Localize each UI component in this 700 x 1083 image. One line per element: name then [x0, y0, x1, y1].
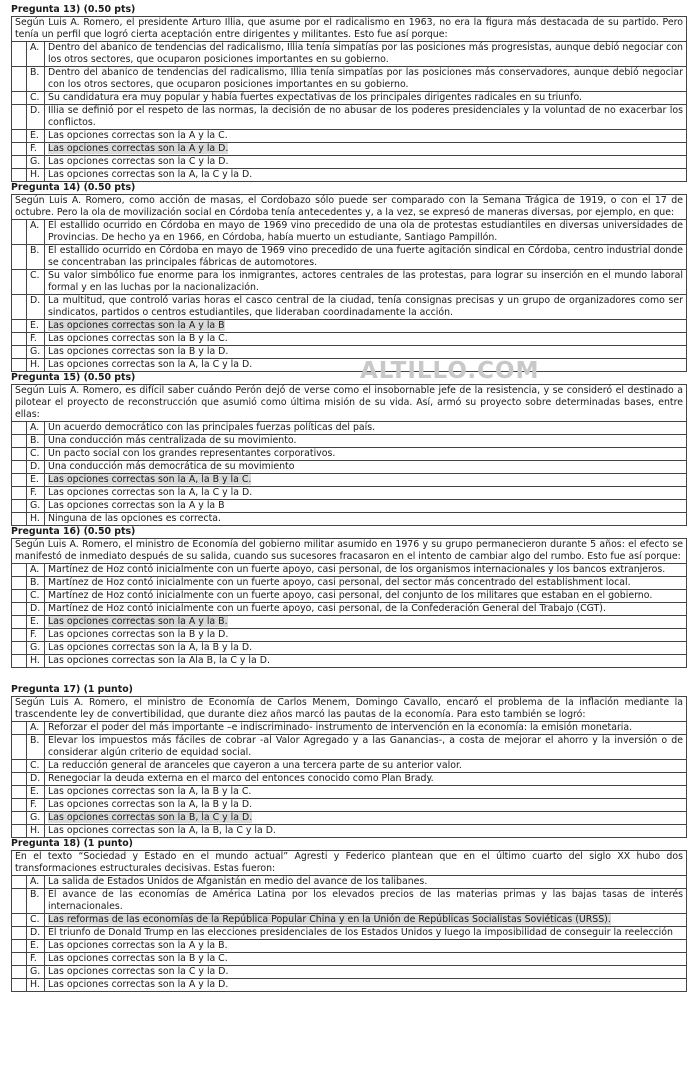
option-text-cell — [45, 359, 687, 372]
option-text: Su valor simbólico fue enorme para los inmigrantes, actores centrales de las protestas, para lograr su inserción en el mundo laboral formal y en las luchas por la nacionalización. — [48, 270, 683, 293]
question-block — [11, 684, 687, 838]
option-row[interactable] — [12, 629, 687, 642]
option-letter: A. — [27, 422, 45, 435]
option-mark-cell[interactable] — [12, 320, 27, 333]
option-row[interactable] — [12, 448, 687, 461]
option-text-cell — [45, 270, 687, 295]
option-mark-cell[interactable] — [12, 461, 27, 474]
option-text-cell — [45, 346, 687, 359]
option-mark-cell[interactable] — [12, 295, 27, 320]
option-text: Renegociar la deuda externa en el marco del entonces conocido como Plan Brady. — [48, 773, 434, 784]
option-text-cell — [45, 461, 687, 474]
question-header: Pregunta 15) (0.50 pts) — [11, 372, 136, 383]
option-text: El triunfo de Donald Trump en las elecciones presidenciales de los Estados Unidos y luego la imposibilidad de conseguir la reelección — [48, 927, 673, 938]
option-mark-cell[interactable] — [12, 979, 27, 992]
option-text-cell — [45, 577, 687, 590]
option-text-cell — [45, 487, 687, 500]
option-row[interactable] — [12, 655, 687, 668]
option-mark-cell[interactable] — [12, 760, 27, 773]
option-text-cell — [45, 156, 687, 169]
option-text: Las opciones correctas son la B, la C y la D. — [48, 812, 253, 823]
option-letter: C. — [27, 760, 45, 773]
option-row[interactable] — [12, 156, 687, 169]
option-mark-cell[interactable] — [12, 655, 27, 668]
watermark-text: ALTILLO.COM — [360, 358, 540, 384]
option-text: Las opciones correctas son la A, la B y la C. — [48, 786, 252, 797]
option-text: Las opciones correctas son la A y la B — [48, 320, 225, 331]
option-letter: H. — [27, 979, 45, 992]
option-letter: A. — [27, 876, 45, 889]
question-block — [11, 182, 687, 372]
option-text-cell — [45, 333, 687, 346]
option-text-cell — [45, 474, 687, 487]
option-text-cell — [45, 722, 687, 735]
option-text: Las opciones correctas son la A, la C y la D. — [48, 487, 253, 498]
option-text: Las opciones correctas son la C y la D. — [48, 156, 229, 167]
option-text-cell — [45, 735, 687, 760]
option-text: Las opciones correctas son la B y la C. — [48, 953, 228, 964]
option-letter: D. — [27, 461, 45, 474]
option-letter: C. — [27, 448, 45, 461]
option-text: Las opciones correctas son la A, la C y la D. — [48, 359, 253, 370]
option-text-cell — [45, 786, 687, 799]
section-gap — [11, 668, 687, 684]
option-row[interactable] — [12, 513, 687, 526]
option-row[interactable] — [12, 876, 687, 889]
option-letter: B. — [27, 889, 45, 914]
option-text: Las opciones correctas son la Ala B, la C y la D. — [48, 655, 270, 666]
option-mark-cell[interactable] — [12, 42, 27, 67]
option-row[interactable] — [12, 642, 687, 655]
option-letter: B. — [27, 735, 45, 760]
option-letter: H. — [27, 513, 45, 526]
option-row[interactable] — [12, 461, 687, 474]
option-letter: G. — [27, 500, 45, 513]
question-table — [11, 16, 687, 182]
option-row[interactable] — [12, 812, 687, 825]
option-text-cell — [45, 435, 687, 448]
option-row[interactable] — [12, 245, 687, 270]
question-stem: En el texto “Sociedad y Estado en el mundo actual” Agresti y Federico plantean que en el último cuarto del siglo XX hubo dos transformaciones estructurales decisivas. Estas fueron: — [12, 851, 687, 876]
option-text: El avance de las economías de América Latina por los elevados precios de las materias primas y las bajas tasas de interés internacionales. — [48, 889, 683, 912]
option-row[interactable] — [12, 735, 687, 760]
option-mark-cell[interactable] — [12, 577, 27, 590]
option-text-cell — [45, 940, 687, 953]
option-letter: E. — [27, 786, 45, 799]
option-row[interactable] — [12, 889, 687, 914]
option-row[interactable] — [12, 760, 687, 773]
option-mark-cell[interactable] — [12, 914, 27, 927]
option-row[interactable] — [12, 825, 687, 838]
option-mark-cell[interactable] — [12, 143, 27, 156]
option-text-cell — [45, 295, 687, 320]
option-mark-cell[interactable] — [12, 953, 27, 966]
question-stem-row — [12, 385, 687, 422]
option-letter: C. — [27, 270, 45, 295]
option-mark-cell[interactable] — [12, 616, 27, 629]
option-text-cell — [45, 130, 687, 143]
option-letter: A. — [27, 564, 45, 577]
option-letter: C. — [27, 590, 45, 603]
option-mark-cell[interactable] — [12, 825, 27, 838]
option-row[interactable] — [12, 346, 687, 359]
option-text-cell — [45, 590, 687, 603]
question-stem-row — [12, 851, 687, 876]
option-row[interactable] — [12, 320, 687, 333]
option-text-cell — [45, 773, 687, 786]
option-letter: F. — [27, 487, 45, 500]
option-letter: G. — [27, 812, 45, 825]
option-text: Ninguna de las opciones es correcta. — [48, 513, 221, 524]
option-text-cell — [45, 889, 687, 914]
option-mark-cell[interactable] — [12, 799, 27, 812]
option-letter: C. — [27, 92, 45, 105]
option-text: El estallido ocurrido en Córdoba en mayo de 1969 vino precedido de una ola de protestas estudiantiles en diversas universidades de Provincias. De hecho ya en 1966, en Córdoba, había muerto un estudiante, Santiago Pampillón. — [48, 220, 683, 243]
option-letter: B. — [27, 67, 45, 92]
option-letter: E. — [27, 130, 45, 143]
option-row[interactable] — [12, 67, 687, 92]
option-text-cell — [45, 105, 687, 130]
option-text: La multitud, que controló varias horas el casco central de la ciudad, tenía consignas precisas y un grupo de organizadores como ser sindicatos, partidos o centros estudiantiles, que lideraban coordinadamente la acción. — [48, 295, 683, 318]
option-letter: H. — [27, 655, 45, 668]
option-mark-cell[interactable] — [12, 735, 27, 760]
option-text: Martínez de Hoz contó inicialmente con un fuerte apoyo, casi personal, de los organismos internacionales y los bancos extranjeros. — [48, 564, 666, 575]
option-row[interactable] — [12, 333, 687, 346]
option-row[interactable] — [12, 914, 687, 927]
option-mark-cell[interactable] — [12, 130, 27, 143]
option-letter: C. — [27, 914, 45, 927]
option-text: Las opciones correctas son la A, la B y la D. — [48, 799, 253, 810]
option-mark-cell[interactable] — [12, 500, 27, 513]
option-letter: A. — [27, 42, 45, 67]
option-text: Las opciones correctas son la A, la B, la C y la D. — [48, 825, 276, 836]
option-mark-cell[interactable] — [12, 876, 27, 889]
option-letter: F. — [27, 333, 45, 346]
option-text-cell — [45, 245, 687, 270]
option-text: La salida de Estados Unidos de Afganistán en medio del avance de los talibanes. — [48, 876, 428, 887]
option-text: Las opciones correctas son la A, la B y la D. — [48, 642, 253, 653]
option-mark-cell[interactable] — [12, 564, 27, 577]
option-mark-cell[interactable] — [12, 67, 27, 92]
question-header: Pregunta 16) (0.50 pts) — [11, 526, 136, 537]
option-text: Reforzar el poder del más importante –e indiscriminado- instrumento de intervención en la economía: la emisión monetaria. — [48, 722, 633, 733]
option-mark-cell[interactable] — [12, 513, 27, 526]
option-text-cell — [45, 876, 687, 889]
option-text-cell — [45, 914, 687, 927]
option-row[interactable] — [12, 474, 687, 487]
option-mark-cell[interactable] — [12, 722, 27, 735]
option-mark-cell[interactable] — [12, 435, 27, 448]
question-header: Pregunta 14) (0.50 pts) — [11, 182, 136, 193]
option-text-cell — [45, 422, 687, 435]
option-text: El estallido ocurrido en Córdoba en mayo de 1969 vino precedido de una fuerte agitación sindical en Córdoba, centro industrial donde se concentraban las principales fábricas de automotores. — [48, 245, 683, 268]
option-mark-cell[interactable] — [12, 92, 27, 105]
option-text-cell — [45, 564, 687, 577]
option-letter: E. — [27, 940, 45, 953]
option-row[interactable] — [12, 359, 687, 372]
option-row[interactable] — [12, 270, 687, 295]
question-header: Pregunta 13) (0.50 pts) — [11, 4, 136, 15]
option-row[interactable] — [12, 927, 687, 940]
option-row[interactable] — [12, 92, 687, 105]
option-row[interactable] — [12, 786, 687, 799]
option-text-cell — [45, 92, 687, 105]
question-stem: Según Luis A. Romero, el ministro de Economía del gobierno militar asumido en 1976 y su grupo permanecieron durante 5 años: el efecto se manifestó de inmediato después de su salida, cuando sus sucesores fracasaron en el intento de cambiar algo del rumbo. Esto fue así porque: — [12, 539, 687, 564]
option-text-cell — [45, 220, 687, 245]
option-text: Las opciones correctas son la A y la D. — [48, 979, 229, 990]
option-row[interactable] — [12, 422, 687, 435]
option-text: Una conducción más centralizada de su movimiento. — [48, 435, 297, 446]
option-text-cell — [45, 760, 687, 773]
option-text: La reducción general de aranceles que cayeron a una tercera parte de su anterior valor. — [48, 760, 462, 771]
question-stem: Según Luis A. Romero, es difícil saber cuándo Perón dejó de verse como el insobornable jefe de la resistencia, y se consideró el destinado a pilotear el proyecto de reconstrucción que asumió como última misión de su vida. Así, armó su proyecto sobre determinadas bases, entre ellas: — [12, 385, 687, 422]
option-mark-cell[interactable] — [12, 889, 27, 914]
option-row[interactable] — [12, 953, 687, 966]
option-mark-cell[interactable] — [12, 169, 27, 182]
option-row[interactable] — [12, 590, 687, 603]
option-mark-cell[interactable] — [12, 270, 27, 295]
option-letter: A. — [27, 722, 45, 735]
question-table — [11, 538, 687, 668]
option-text: Martínez de Hoz contó inicialmente con un fuerte apoyo, casi personal, del sector más concentrado del establishment local. — [48, 577, 631, 588]
option-text-cell — [45, 448, 687, 461]
option-row[interactable] — [12, 130, 687, 143]
option-mark-cell[interactable] — [12, 105, 27, 130]
option-mark-cell[interactable] — [12, 786, 27, 799]
option-letter: G. — [27, 966, 45, 979]
option-letter: A. — [27, 220, 45, 245]
option-text: Las opciones correctas son la A y la C. — [48, 130, 228, 141]
option-text: Las opciones correctas son la A, la C y la D. — [48, 169, 253, 180]
option-mark-cell[interactable] — [12, 448, 27, 461]
option-row[interactable] — [12, 500, 687, 513]
option-text: Un acuerdo democrático con las principales fuerzas políticas del país. — [48, 422, 376, 433]
option-letter: D. — [27, 773, 45, 786]
option-text-cell — [45, 513, 687, 526]
question-block — [11, 372, 687, 526]
option-text-cell — [45, 169, 687, 182]
option-row[interactable] — [12, 773, 687, 786]
option-text: Su candidatura era muy popular y había fuertes expectativas de los principales dirigentes radicales en su triunfo. — [48, 92, 583, 103]
question-table — [11, 194, 687, 372]
option-row[interactable] — [12, 616, 687, 629]
option-text: Las opciones correctas son la A y la B — [48, 500, 225, 511]
option-mark-cell[interactable] — [12, 940, 27, 953]
option-text: Las opciones correctas son la A y la B. — [48, 616, 228, 627]
question-block — [11, 526, 687, 668]
option-mark-cell[interactable] — [12, 487, 27, 500]
option-text: Las reformas de las economías de la República Popular China y en la Unión de Repúblicas Socialistas Soviéticas (URSS). — [48, 914, 611, 925]
option-row[interactable] — [12, 966, 687, 979]
question-block — [11, 838, 687, 992]
question-table — [11, 850, 687, 992]
option-text: Las opciones correctas son la B y la D. — [48, 629, 229, 640]
option-text: Las opciones correctas son la C y la D. — [48, 966, 229, 977]
option-row[interactable] — [12, 435, 687, 448]
option-text: Una conducción más democrática de su movimiento — [48, 461, 295, 472]
option-text: Martínez de Hoz contó inicialmente con un fuerte apoyo, casi personal, de la Confederación General del Trabajo (CGT). — [48, 603, 606, 614]
option-letter: D. — [27, 927, 45, 940]
option-text: Las opciones correctas son la A, la B y la C. — [48, 474, 252, 485]
option-text-cell — [45, 143, 687, 156]
option-mark-cell[interactable] — [12, 474, 27, 487]
option-mark-cell[interactable] — [12, 642, 27, 655]
option-letter: E. — [27, 474, 45, 487]
option-row[interactable] — [12, 220, 687, 245]
option-mark-cell[interactable] — [12, 927, 27, 940]
option-mark-cell[interactable] — [12, 773, 27, 786]
option-mark-cell[interactable] — [12, 359, 27, 372]
option-text-cell — [45, 966, 687, 979]
option-text: Dentro del abanico de tendencias del radicalismo, Illia tenía simpatías por las posiciones más conservadores, aunque debió negociar con los otros sectores, que ocuparon posiciones importantes en su gobierno. — [48, 67, 683, 90]
question-stem: Según Luis A. Romero, como acción de masas, el Cordobazo sólo puede ser comparado con la Semana Trágica de 1919, o con el 17 de octubre. Pero la ola de movilización social en Córdoba tenía antecedentes y, a la vez, se expresó de maneras diversas, por ejemplo, en que: — [12, 195, 687, 220]
option-text-cell — [45, 825, 687, 838]
option-row[interactable] — [12, 42, 687, 67]
option-letter: F. — [27, 953, 45, 966]
option-letter: D. — [27, 295, 45, 320]
option-row[interactable] — [12, 105, 687, 130]
option-text-cell — [45, 979, 687, 992]
exam-document — [11, 4, 687, 992]
option-text: Un pacto social con los grandes representantes corporativos. — [48, 448, 336, 459]
option-text: Dentro del abanico de tendencias del radicalismo, Illia tenía simpatías por las posiciones más progresistas, aunque debió negociar con los otros sectores, que ocuparon posiciones importantes en su gobierno. — [48, 42, 683, 65]
option-text-cell — [45, 953, 687, 966]
option-row[interactable] — [12, 169, 687, 182]
option-mark-cell[interactable] — [12, 220, 27, 245]
option-row[interactable] — [12, 979, 687, 992]
option-letter: G. — [27, 346, 45, 359]
option-row[interactable] — [12, 799, 687, 812]
option-mark-cell[interactable] — [12, 156, 27, 169]
option-row[interactable] — [12, 143, 687, 156]
option-row[interactable] — [12, 603, 687, 616]
option-mark-cell[interactable] — [12, 422, 27, 435]
option-letter: F. — [27, 143, 45, 156]
option-letter: H. — [27, 169, 45, 182]
option-mark-cell[interactable] — [12, 346, 27, 359]
option-text: Las opciones correctas son la A y la B. — [48, 940, 228, 951]
option-letter: B. — [27, 577, 45, 590]
option-letter: B. — [27, 245, 45, 270]
option-text-cell — [45, 799, 687, 812]
option-letter: F. — [27, 799, 45, 812]
option-text-cell — [45, 629, 687, 642]
option-text: Illia se definió por el respeto de las normas, la decisión de no abusar de los poderes presidenciales y la voluntad de no exacerbar los conflictos. — [48, 105, 683, 128]
option-text-cell — [45, 927, 687, 940]
question-stem: Según Luis A. Romero, el presidente Arturo Illia, que asume por el radicalismo en 1963, no era la figura más destacada de su partido. Pero tenía un perfil que logró cierta aceptación entre dirigentes y militantes. Esto fue así porque: — [12, 17, 687, 42]
question-header: Pregunta 17) (1 punto) — [11, 684, 133, 695]
question-table — [11, 384, 687, 526]
option-letter: B. — [27, 435, 45, 448]
option-letter: F. — [27, 629, 45, 642]
option-mark-cell[interactable] — [12, 812, 27, 825]
option-letter: G. — [27, 156, 45, 169]
option-row[interactable] — [12, 564, 687, 577]
option-text: Las opciones correctas son la B y la C. — [48, 333, 228, 344]
option-text-cell — [45, 655, 687, 668]
option-mark-cell[interactable] — [12, 590, 27, 603]
option-text: Martínez de Hoz contó inicialmente con un fuerte apoyo, casi personal, del conjunto de los militares que estaban en el gobierno. — [48, 590, 653, 601]
option-text: Las opciones correctas son la B y la D. — [48, 346, 229, 357]
option-text-cell — [45, 500, 687, 513]
option-text-cell — [45, 67, 687, 92]
option-letter: D. — [27, 603, 45, 616]
question-header: Pregunta 18) (1 punto) — [11, 838, 133, 849]
option-text-cell — [45, 42, 687, 67]
option-letter: D. — [27, 105, 45, 130]
question-stem-row — [12, 17, 687, 42]
option-letter: G. — [27, 642, 45, 655]
option-text: Elevar los impuestos más fáciles de cobrar -al Valor Agregado y a las Ganancias-, a costa de mejorar el ahorro y la inversión o de considerar algún criterio de equidad social. — [48, 735, 683, 758]
option-text-cell — [45, 812, 687, 825]
question-table — [11, 696, 687, 838]
option-row[interactable] — [12, 940, 687, 953]
option-mark-cell[interactable] — [12, 245, 27, 270]
question-stem-row — [12, 195, 687, 220]
option-row[interactable] — [12, 577, 687, 590]
question-stem-row — [12, 697, 687, 722]
option-letter: E. — [27, 320, 45, 333]
option-text-cell — [45, 616, 687, 629]
option-text: Las opciones correctas son la A y la D. — [48, 143, 229, 154]
question-stem-row — [12, 539, 687, 564]
option-mark-cell[interactable] — [12, 333, 27, 346]
question-block — [11, 4, 687, 182]
option-text-cell — [45, 642, 687, 655]
option-row[interactable] — [12, 722, 687, 735]
option-text-cell — [45, 320, 687, 333]
option-letter: H. — [27, 359, 45, 372]
question-stem: Según Luis A. Romero, el ministro de Economía de Carlos Menem, Domingo Cavallo, encaró el problema de la inflación mediante la trascendente ley de convertibilidad, que durante diez años marcó las pautas de la economía. Para esto también se logró: — [12, 697, 687, 722]
option-mark-cell[interactable] — [12, 603, 27, 616]
option-text-cell — [45, 603, 687, 616]
option-letter: H. — [27, 825, 45, 838]
option-mark-cell[interactable] — [12, 966, 27, 979]
option-row[interactable] — [12, 487, 687, 500]
option-row[interactable] — [12, 295, 687, 320]
option-mark-cell[interactable] — [12, 629, 27, 642]
option-letter: E. — [27, 616, 45, 629]
